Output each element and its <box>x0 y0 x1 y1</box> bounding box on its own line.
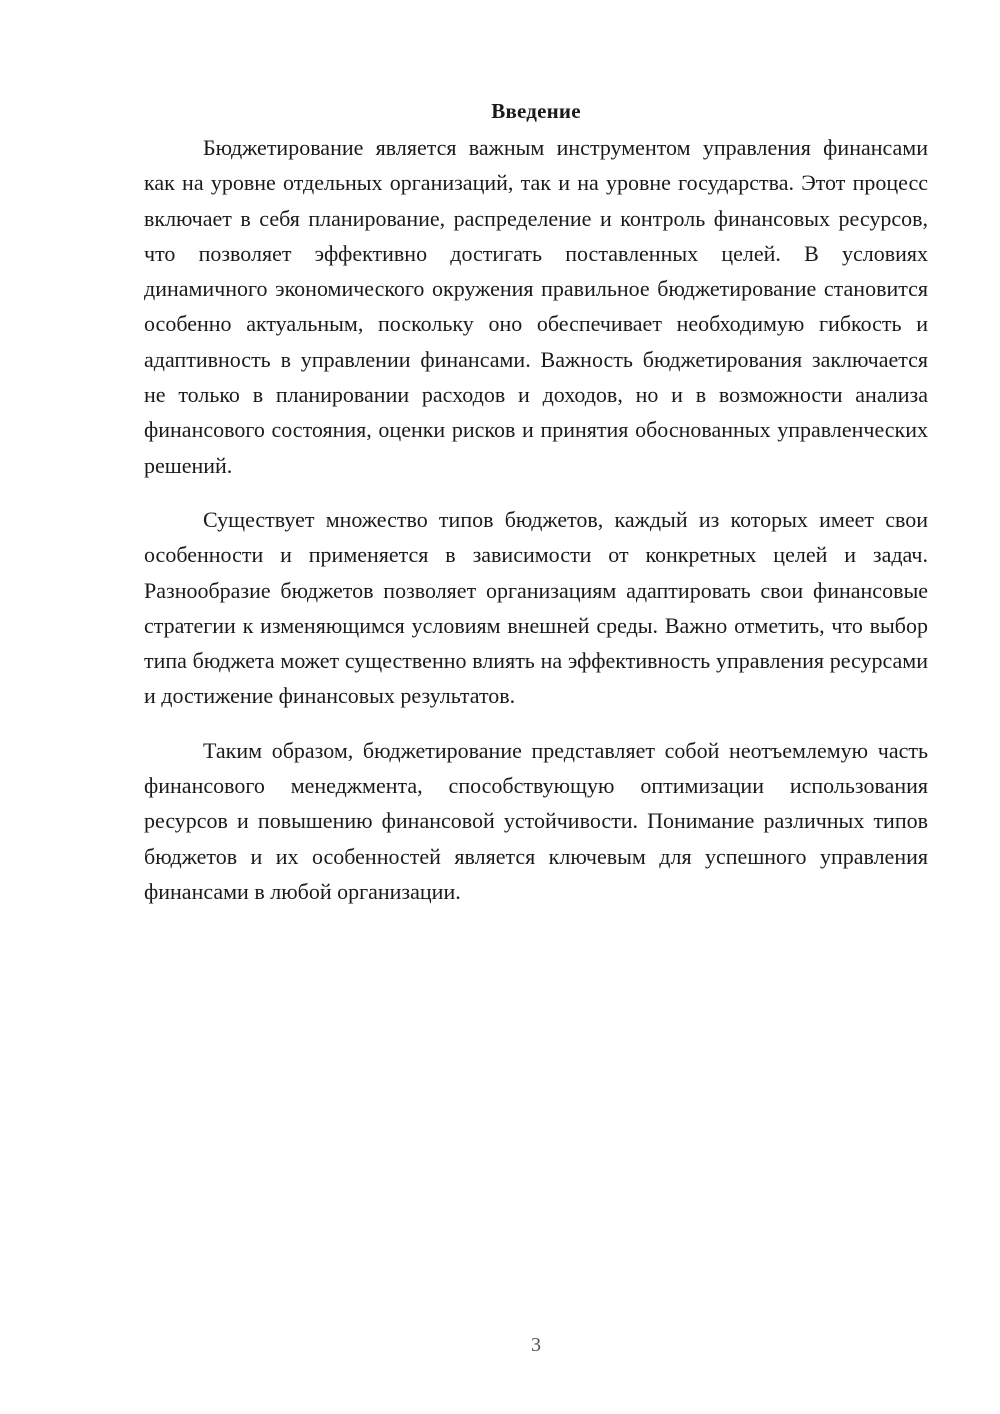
section-title: Введение <box>491 99 581 123</box>
paragraph-intro: Бюджетирование является важным инструментом управления финансами как на уровне отдельных организаций, так и на уровне государства. Этот процесс включает в себя планирование, распределение и контроль финансовых ресурсов, что позволяет эффективно достигать поставленных целей. В условиях динамичного экономического окружения правильное бюджетирование становится особенно актуальным, поскольку оно обеспечивает необходимую гибкость и адаптивность в управлении финансами. Важность бюджетирования заключается не только в планировании расходов и доходов, но и в возможности анализа финансового состояния, оценки рисков и принятия обоснованных управленческих решений. <box>144 135 928 478</box>
page-number: 3 <box>531 1334 541 1356</box>
paragraph-budget-types: Существует множество типов бюджетов, каждый из которых имеет свои особенности и применяется в зависимости от конкретных целей и задач. Разнообразие бюджетов позволяет организациям адаптировать свои финансовые стратегии к изменяющимся условиям внешней среды. Важно отметить, что выбор типа бюджета может существенно влиять на эффективность управления ресурсами и достижение финансовых результатов. <box>144 506 928 709</box>
paragraph-conclusion: Таким образом, бюджетирование представляет собой неотъемлемую часть финансового менеджмента, способствующую оптимизации использования ресурсов и повышению финансовой устойчивости. Понимание различных типов бюджетов и их особенностей является ключевым для успешного управления финансами в любой организации. <box>144 737 928 904</box>
page-content <box>144 96 928 928</box>
